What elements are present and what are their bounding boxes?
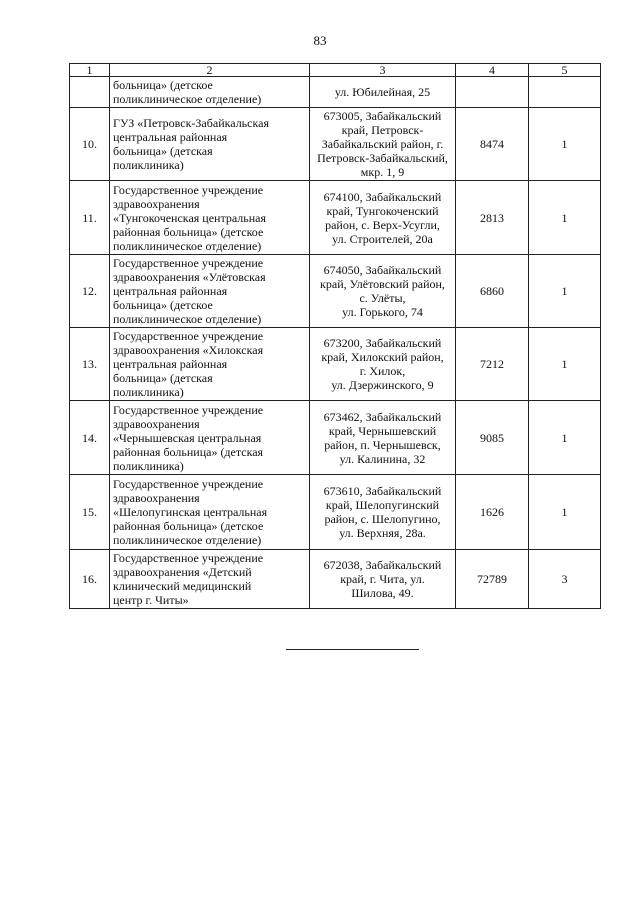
unit-quantity bbox=[529, 77, 601, 108]
population-count: 7212 bbox=[456, 328, 529, 401]
table-row bbox=[70, 550, 601, 609]
column-header: 5 bbox=[529, 64, 601, 77]
population-count: 9085 bbox=[456, 401, 529, 475]
facilities-table bbox=[69, 63, 601, 609]
table-row bbox=[70, 328, 601, 401]
column-header: 3 bbox=[310, 64, 456, 77]
table-row bbox=[70, 475, 601, 550]
row-number: 11. bbox=[70, 181, 110, 255]
population-count: 1626 bbox=[456, 475, 529, 550]
unit-quantity: 1 bbox=[529, 255, 601, 328]
facility-name: Государственное учреждение здравоохранения «Тунгокоченская центральная районная больница» (детское поликлиническое отделение) bbox=[110, 181, 310, 255]
end-rule bbox=[286, 649, 419, 650]
row-number: 14. bbox=[70, 401, 110, 475]
facility-name: Государственное учреждение здравоохранения «Детский клинический медицинский центр г. Читы» bbox=[110, 550, 310, 609]
facility-address: 673462, Забайкальский край, Чернышевский район, п. Чернышевск, ул. Калинина, 32 bbox=[310, 401, 456, 475]
facility-address: 673005, Забайкальский край, Петровск- Забайкальский район, г. Петровск-Забайкальский, мкр. 1, 9 bbox=[310, 108, 456, 181]
row-number: 13. bbox=[70, 328, 110, 401]
facility-address: 673200, Забайкальский край, Хилокский район, г. Хилок, ул. Дзержинского, 9 bbox=[310, 328, 456, 401]
facility-name: Государственное учреждение здравоохранения «Хилокская центральная районная больница» (детская поликлиника) bbox=[110, 328, 310, 401]
unit-quantity: 1 bbox=[529, 181, 601, 255]
population-count: 72789 bbox=[456, 550, 529, 609]
row-number: 12. bbox=[70, 255, 110, 328]
table-header-row bbox=[70, 64, 601, 77]
population-count: 8474 bbox=[456, 108, 529, 181]
population-count: 6860 bbox=[456, 255, 529, 328]
table-row bbox=[70, 108, 601, 181]
facility-address: ул. Юбилейная, 25 bbox=[310, 77, 456, 108]
page-number: 83 bbox=[313, 33, 327, 48]
facility-name: больница» (детское поликлиническое отделение) bbox=[110, 77, 310, 108]
facility-address: 672038, Забайкальский край, г. Чита, ул. Шилова, 49. bbox=[310, 550, 456, 609]
facility-name: ГУЗ «Петровск-Забайкальская центральная районная больница» (детская поликлиника) bbox=[110, 108, 310, 181]
row-number: 10. bbox=[70, 108, 110, 181]
facility-address: 674050, Забайкальский край, Улётовский район, с. Улёты, ул. Горького, 74 bbox=[310, 255, 456, 328]
unit-quantity: 1 bbox=[529, 108, 601, 181]
table-row bbox=[70, 77, 601, 108]
unit-quantity: 3 bbox=[529, 550, 601, 609]
facility-name: Государственное учреждение здравоохранения «Чернышевская центральная районная больница» (детская поликлиника) bbox=[110, 401, 310, 475]
column-header: 2 bbox=[110, 64, 310, 77]
population-count bbox=[456, 77, 529, 108]
column-header: 4 bbox=[456, 64, 529, 77]
facility-address: 674100, Забайкальский край, Тунгокоченский район, с. Верх-Усугли, ул. Строителей, 20а bbox=[310, 181, 456, 255]
row-number: 15. bbox=[70, 475, 110, 550]
row-number bbox=[70, 77, 110, 108]
table-row bbox=[70, 255, 601, 328]
table-row bbox=[70, 401, 601, 475]
column-header: 1 bbox=[70, 64, 110, 77]
facility-name: Государственное учреждение здравоохранения «Улётовская центральная районная больница» (детское поликлиническое отделение) bbox=[110, 255, 310, 328]
facility-address: 673610, Забайкальский край, Шелопугинский район, с. Шелопугино, ул. Верхняя, 28а. bbox=[310, 475, 456, 550]
population-count: 2813 bbox=[456, 181, 529, 255]
unit-quantity: 1 bbox=[529, 401, 601, 475]
row-number: 16. bbox=[70, 550, 110, 609]
unit-quantity: 1 bbox=[529, 328, 601, 401]
unit-quantity: 1 bbox=[529, 475, 601, 550]
facility-name: Государственное учреждение здравоохранения «Шелопугинская центральная районная больница» (детское поликлиническое отделение) bbox=[110, 475, 310, 550]
table-row bbox=[70, 181, 601, 255]
